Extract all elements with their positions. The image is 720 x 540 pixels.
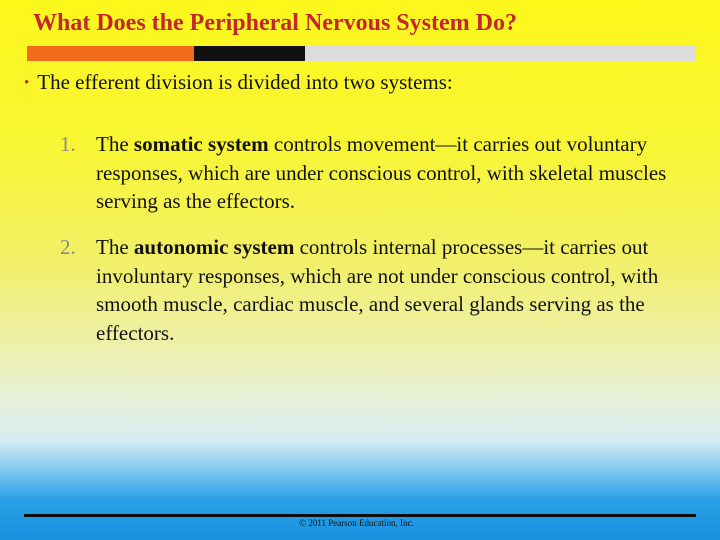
footer-divider [24,514,696,517]
numbered-item-somatic [60,130,700,216]
title-bar-orange-segment [27,46,194,61]
item-number: 1. [60,132,76,156]
item-text [96,233,700,347]
item-text-post: controls movement—it carries out voluntary responses, which are under conscious control, with skeletal muscles serving as the effectors. [96,132,667,213]
item-text-pre: The [96,235,134,259]
title-bar-gray-segment [305,46,696,61]
item-term: autonomic system [133,235,295,259]
copyright-footer: © 2011 Pearson Education, Inc. [299,518,414,528]
item-text [96,130,700,216]
item-term: somatic system [133,132,269,156]
intro-bullet-point [24,70,453,95]
item-text-post: controls internal processes—it carries out involuntary responses, which are not under conscious control, with smooth muscle, cardiac muscle, and several glands serving as the effectors. [96,235,659,345]
title-underline-bar [27,46,696,61]
slide-title: What Does the Peripheral Nervous System Do? [33,10,517,36]
item-number: 2. [60,235,76,259]
intro-text: The efferent division is divided into two systems: [37,70,453,94]
numbered-item-autonomic [60,233,700,347]
item-text-pre: The [96,132,134,156]
title-bar-black-segment [194,46,305,61]
bullet-marker: • [24,75,30,91]
